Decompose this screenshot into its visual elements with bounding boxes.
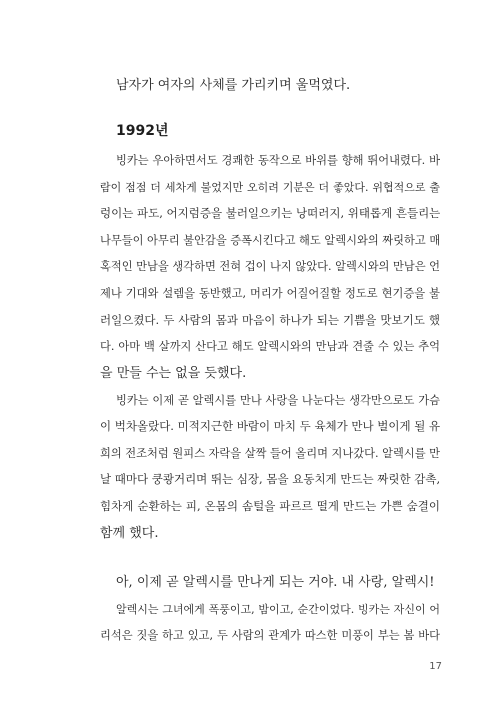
paragraph-line: 함께 했다. bbox=[100, 526, 159, 541]
paragraph-line: 빙카는 우아하면서도 경쾌한 동작으로 바위를 향해 뛰어내렸다. 바 bbox=[116, 154, 440, 167]
paragraph-line: 이 벅차올랐다. 미적지근한 바람이 마치 두 육체가 만나 벌이게 될 유 bbox=[100, 419, 440, 433]
page-number: 17 bbox=[429, 661, 442, 672]
paragraph-line: 러일으켰다. 두 사람의 몸과 마음이 하나가 되는 기쁨을 맛보기도 했 bbox=[100, 313, 440, 327]
paragraph-line: 힘차게 순환하는 피, 온몸의 솜털을 파르르 떨게 만드는 가쁜 숨결이 bbox=[100, 499, 440, 513]
paragraph-line: 렁이는 파도, 어지럼증을 불러일으키는 낭떠러지, 위태롭게 흔들리는 bbox=[100, 206, 440, 220]
paragraph-line: 나무들이 아무리 불안감을 증폭시킨다고 해도 알렉시와의 짜릿하고 매 bbox=[100, 234, 440, 247]
paragraph-line: 을 만들 수는 없을 듯했다. bbox=[100, 366, 247, 381]
paragraph-line: 알렉시는 그녀에게 폭풍이고, 밤이고, 순간이었다. 빙카는 자신이 어 bbox=[116, 603, 440, 616]
year-heading: 1992년 bbox=[116, 123, 169, 139]
paragraph-line: 날 때마다 쿵쾅거리며 뛰는 심장, 몸을 요동치게 만드는 짜릿한 감촉, bbox=[100, 472, 440, 486]
paragraph-line: 다. 아마 백 살까지 산다고 해도 알렉시와의 만남과 견줄 수 있는 추억 bbox=[100, 340, 440, 353]
paragraph-line: 남자가 여자의 사체를 가리키며 울먹였다. bbox=[116, 78, 351, 93]
paragraph-line: 희의 전조처럼 원피스 자락을 살짝 들어 올리며 지나갔다. 알렉시를 만 bbox=[100, 447, 440, 460]
dialogue-line: 아, 이제 곧 알렉시를 만나게 되는 거야. 내 사랑, 알렉시! bbox=[116, 575, 435, 590]
paragraph-line: 빙카는 이제 곧 알렉시를 만나 사랑을 나눈다는 생각만으로도 가슴 bbox=[116, 394, 440, 407]
paragraph-line: 제나 기대와 설렘을 동반했고, 머리가 어질어질할 정도로 현기증을 불 bbox=[100, 287, 440, 300]
paragraph-line: 람이 점점 더 세차게 불었지만 오히려 기분은 더 좋았다. 위협적으로 출 bbox=[100, 181, 440, 194]
paragraph-line: 혹적인 만남을 생각하면 전혀 겁이 나지 않았다. 알렉시와의 만남은 언 bbox=[100, 260, 440, 273]
paragraph-line: 리석은 짓을 하고 있고, 두 사람의 관계가 따스한 미풍이 부는 봄 바다 bbox=[100, 629, 440, 642]
